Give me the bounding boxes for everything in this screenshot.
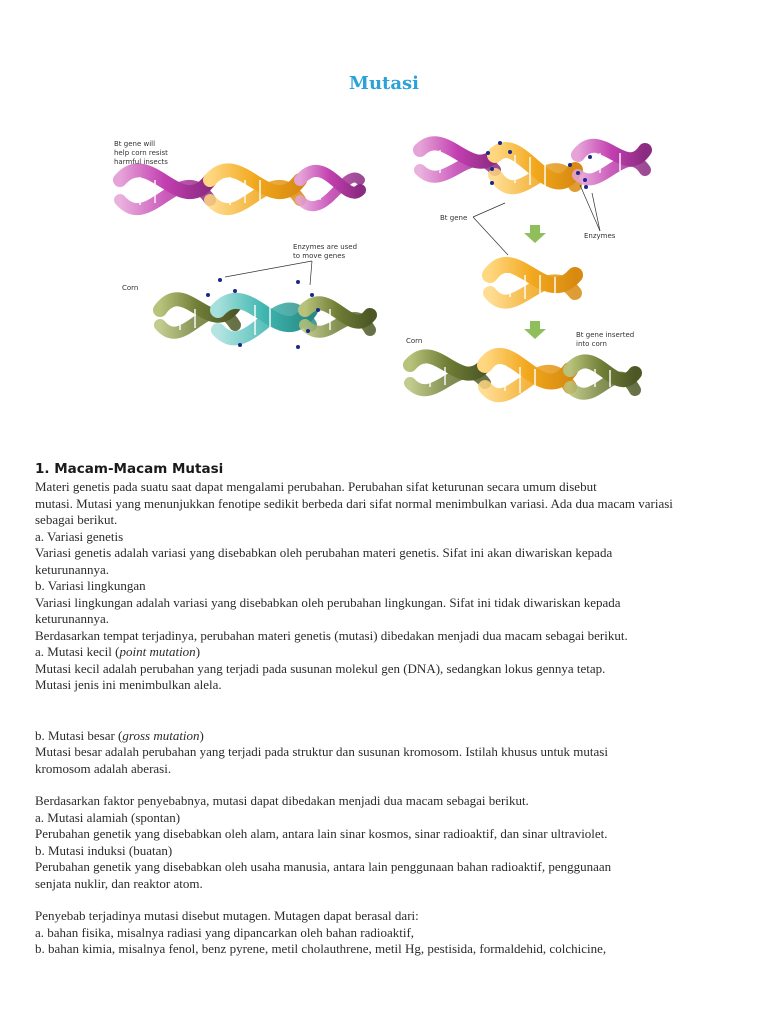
paragraph-line: keturunannya.: [35, 611, 110, 626]
mutasi-kecil-prefix: a. Mutasi kecil (: [35, 644, 120, 659]
right-middle-bt-gene: [490, 265, 575, 302]
spacer: [35, 777, 735, 793]
label-bt-gene: Bt gene: [440, 214, 468, 222]
paragraph-line: Variasi lingkungan adalah variasi yang disebabkan oleh perubahan lingkungan. Sifat ini tidak diwariskan kepada: [35, 594, 621, 610]
paragraph-line: mutasi. Mutasi yang menunjukkan fenotipe sedikit berbeda dari sifat normal menimbulkan variasi. Ada dua macam variasi: [35, 495, 673, 511]
spacer: [35, 892, 735, 908]
paragraph-line: Perubahan genetik yang disebabkan oleh usaha manusia, antara lain penggunaan bahan radioaktif, penggunaan: [35, 859, 612, 874]
label-bt-gene-will: Bt gene will: [114, 140, 156, 148]
mutasi-besar-prefix: b. Mutasi besar (: [35, 727, 123, 743]
paragraph-line: Berdasarkan faktor penyebabnya, mutasi dapat dibedakan menjadi dua macam sebagai berikut.: [35, 793, 529, 808]
paragraph-line: sebagai berikut.: [35, 512, 118, 527]
paragraph-line: senjata nuklir, dan reaktor atom.: [35, 875, 203, 891]
list-item-mutagen-fisika: a. bahan fisika, misalnya radiasi yang dipancarkan oleh bahan radioaktif,: [35, 924, 415, 940]
paragraph-line: Perubahan genetik yang disebabkan oleh alam, antara lain sinar kosmos, sinar radioaktif, dan sinar ultraviolet.: [35, 826, 608, 841]
label-to-move-genes: to move genes: [293, 252, 346, 260]
mutasi-kecil-term: point mutation: [119, 644, 196, 659]
list-item-mutasi-kecil: [35, 644, 735, 661]
label-into-corn: into corn: [576, 340, 607, 348]
label-help-corn: help corn resist: [114, 149, 168, 157]
left-bottom-helix: [160, 278, 370, 349]
mutasi-besar-term: gross mutation: [122, 727, 200, 743]
down-arrow-2: [524, 321, 546, 339]
mutasi-kecil-suffix: ): [195, 644, 201, 659]
list-item-variasi-genetis: a. Variasi genetis: [35, 528, 124, 544]
mutasi-besar-suffix: ): [199, 727, 204, 743]
paragraph-line: kromosom adalah aberasi.: [35, 760, 172, 776]
article-body: [35, 459, 735, 958]
dna-gene-transfer-figure: [100, 125, 660, 425]
label-corn-right: Corn: [406, 337, 423, 345]
list-item-mutasi-alamiah: a. Mutasi alamiah (spontan): [35, 809, 181, 825]
list-item-mutasi-besar: [35, 728, 735, 745]
paragraph-line: Penyebab terjadinya mutasi disebut mutagen. Mutagen dapat berasal dari:: [35, 908, 419, 923]
list-item-mutagen-kimia: b. bahan kimia, misalnya fenol, benz pyrene, metil cholauthrene, metil Hg, pestisida, formaldehid, colchicine,: [35, 941, 607, 956]
left-top-helix: [120, 170, 360, 209]
paragraph-line: keturunannya.: [35, 561, 110, 577]
right-top-helix: [420, 141, 645, 189]
label-corn-left: Corn: [122, 284, 139, 292]
paragraph-line: Berdasarkan tempat terjadinya, perubahan materi genetis (mutasi) dibedakan menjadi dua macam sebagai berikut.: [35, 627, 628, 643]
label-bt-inserted: Bt gene inserted: [576, 331, 635, 339]
paragraph-line: Variasi genetis adalah variasi yang disebabkan oleh perubahan materi genetis. Sifat ini akan diwariskan kepada: [35, 545, 613, 560]
paragraph-line: Mutasi jenis ini menimbulkan alela.: [35, 677, 222, 692]
label-enzymes: Enzymes: [584, 232, 616, 240]
down-arrow-1: [524, 225, 546, 243]
paragraph-line: Materi genetis pada suatu saat dapat mengalami perubahan. Perubahan sifat keturunan secara umum disebut: [35, 479, 597, 494]
paragraph-line: Mutasi besar adalah perubahan yang terjadi pada struktur dan susunan kromosom. Istilah khusus untuk mutasi: [35, 744, 608, 759]
list-item-variasi-lingkungan: b. Variasi lingkungan: [35, 578, 146, 593]
section-heading: 1. Macam-Macam Mutasi: [35, 461, 224, 477]
spacer: [35, 694, 735, 728]
page-title: Mutasi: [349, 73, 419, 94]
paragraph-line: Mutasi kecil adalah perubahan yang terjadi pada susunan molekul gen (DNA), sedangkan lokus gennya tetap.: [35, 660, 606, 676]
label-harmful-insects: harmful insects: [114, 158, 168, 166]
list-item-mutasi-induksi: b. Mutasi induksi (buatan): [35, 842, 173, 858]
right-bottom-helix: [410, 356, 635, 395]
label-enzymes-used: Enzymes are used: [293, 243, 358, 251]
